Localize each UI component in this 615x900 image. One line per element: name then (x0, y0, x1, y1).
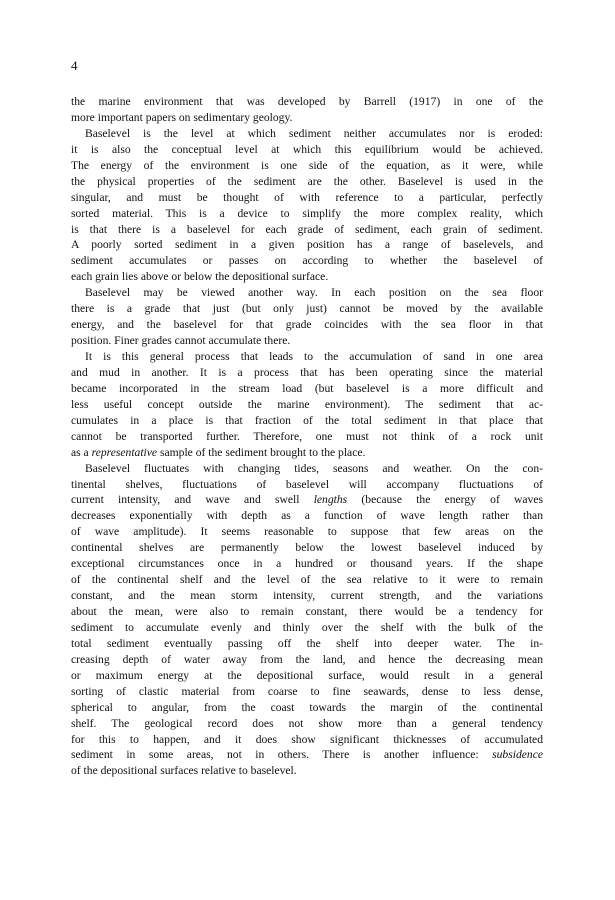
text-line: total sediment eventually passing off the shelf into deeper water. The in- (71, 636, 543, 650)
text-line: it is also the conceptual level at which this equilibrium would be achieved. (71, 142, 543, 156)
text-line: of the depositional surfaces relative to baselevel. (71, 764, 297, 778)
text-line: the marine environment that was developed by Barrell (1917) in one of the (71, 95, 543, 108)
page-number: 4 (71, 58, 78, 73)
text-line: creasing depth of water away from the land, and hence the decreasing mean (71, 652, 543, 666)
text-line: there is a grade that just (but only just) cannot be moved by the available (71, 302, 543, 316)
text-line: exceptional circumstances once in a hundred or thousand years. If the shape (71, 557, 543, 571)
text-line: more important papers on sedimentary geology. (71, 110, 293, 124)
text-line: shelf. The geological record does not show more than a general tendency (71, 716, 543, 730)
text-line: sediment to accumulate evenly and thinly over the shelf with the bulk of the (71, 620, 543, 634)
text-line: decreases exponentially with depth as a function of wave length rather than (71, 509, 543, 523)
text-line: less useful concept outside the marine environment). The sediment that ac- (71, 397, 543, 411)
text-line: The energy of the environment is one side of the equation, as it were, while (71, 158, 543, 172)
text-line: It is this general process that leads to the accumulation of sand in one area (85, 350, 543, 363)
text-line: cumulates in a place is that fraction of the total sediment in that place that (71, 413, 543, 427)
text-line: energy, and the baselevel for that grade coincides with the sea floor in that (71, 318, 543, 332)
text-line: cannot be transported further. Therefore, one must not think of a rock unit (71, 429, 543, 443)
text-line: sorted material. This is a device to simplify the more complex reality, which (71, 206, 543, 220)
text-line: current intensity, and wave and swell lengths (because the energy of waves (71, 493, 543, 507)
italic-term: lengths (313, 493, 348, 507)
text-line: Baselevel is the level at which sediment neither accumulates nor is eroded: (85, 126, 543, 140)
text-line: for this to happen, and it does show significant thicknesses of accumulated (71, 732, 543, 746)
text-line: tinental shelves, fluctuations of baselevel will accompany fluctuations of (71, 477, 543, 491)
italic-term: subsidence (492, 748, 543, 762)
text-line: position. Finer grades cannot accumulate there. (71, 334, 291, 348)
text-line: constant, and the mean storm intensity, current strength, and the variations (71, 589, 543, 603)
text-line: became incorporated in the stream load (but baselevel is a more difficult and (71, 381, 543, 395)
text-line: Baselevel may be viewed another way. In each position on the sea floor (85, 286, 543, 300)
text-line: A poorly sorted sediment in a given position has a range of baselevels, and (71, 238, 543, 252)
text-line: continental shelves are permanently below the lowest baselevel induced by (71, 541, 543, 555)
text-line: and mud in another. It is a process that has been operating since the material (71, 365, 543, 379)
text-line: the physical properties of the sediment are the other. Baselevel is used in the (71, 174, 543, 188)
text-line: or maximum energy at the depositional surface, would result in a general (71, 668, 543, 682)
text-line: spherical to angular, from the coast towards the margin of the continental (71, 700, 543, 714)
text-line: as a representative sample of the sediment brought to the place. (71, 445, 366, 459)
text-line: of wave amplitude). It seems reasonable to suppose that few areas on the (71, 525, 543, 539)
text-line: each grain lies above or below the depositional surface. (71, 270, 329, 284)
body-text (71, 94, 543, 779)
text-line: sorting of clastic material from coarse to fine seawards, dense to less dense, (71, 684, 543, 698)
text-line: Baselevel fluctuates with changing tides, seasons and weather. On the con- (85, 461, 543, 475)
text-line: is that there is a baselevel for each grade of sediment, each grain of sediment. (71, 222, 543, 236)
italic-term: representative (91, 445, 158, 459)
text-line: of the continental shelf and the level of the sea relative to it were to remain (71, 573, 543, 587)
text-line: singular, and must be thought of with reference to a particular, perfectly (71, 190, 543, 204)
text-line: sediment accumulates or passes on according to whether the baselevel of (71, 254, 543, 268)
text-line: about the mean, were also to remain constant, there would be a tendency for (71, 605, 543, 618)
text-line: sediment in some areas, not in others. There is another influence: subsidence (71, 748, 543, 762)
